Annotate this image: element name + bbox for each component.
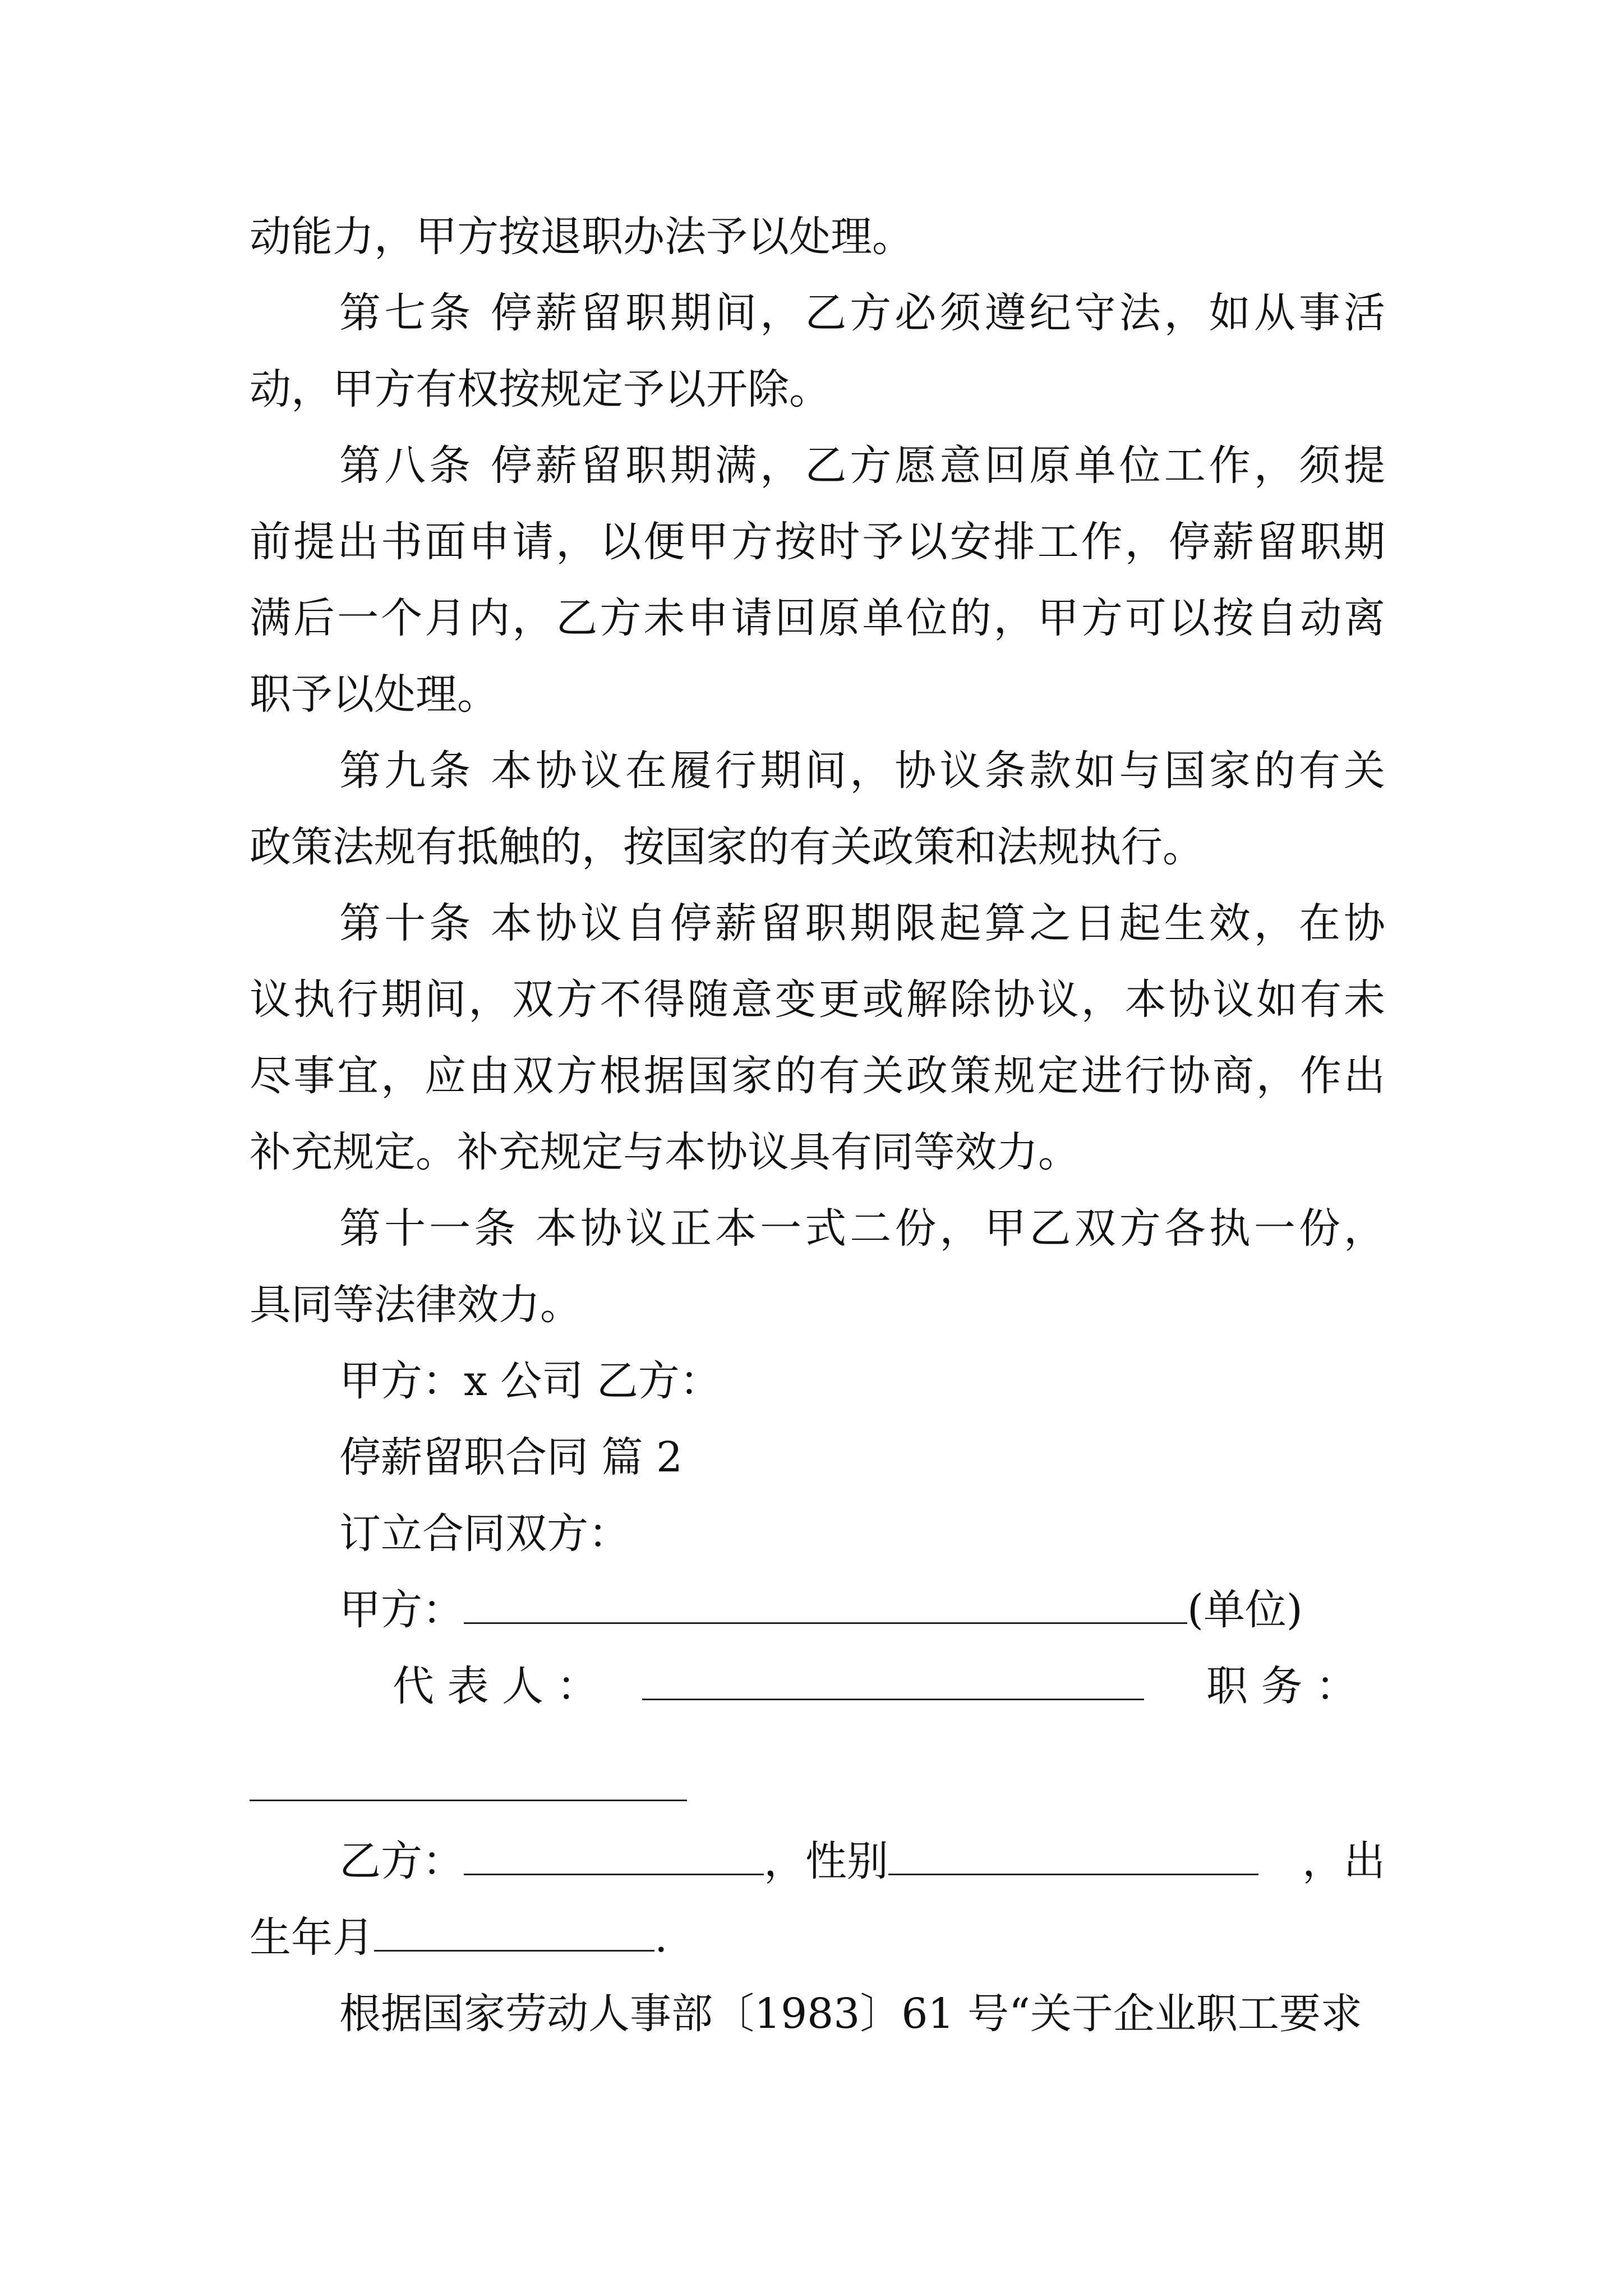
section-heading: 停薪留职合同 篇 2 [339,1433,683,1481]
birth-row [250,1910,1385,1966]
text-line: 补充规定。补充规定与本协议具有同等效力。 [250,1128,1080,1176]
position-blank[interactable] [250,1800,687,1801]
text-line: 动，甲方有权按规定予以开除。 [250,365,831,413]
party-b-label: 乙方： [339,1837,464,1885]
article-8-heading: 第八条 停薪留职期满，乙方愿意回原单位工作，须提 [339,441,1385,490]
party-b-blank[interactable] [464,1837,764,1875]
article-11-heading: 第十一条 本协议正本一式二份，甲乙双方各执一份， [339,1204,1385,1253]
article-10-heading: 第十条 本协议自停薪留职期限起算之日起生效，在协 [339,899,1385,947]
birth-end: . [654,1913,668,1962]
gender-label: ，性别 [764,1837,888,1885]
party-a-suffix: (单位) [1187,1586,1303,1634]
party-a-row [339,1582,1475,1638]
text-line: 议执行期间，双方不得随意变更或解除协议，本协议如有未 [250,976,1385,1024]
text-line: 前提出书面申请，以便甲方按时予以安排工作，停薪留职期 [250,518,1385,566]
party-a-blank[interactable] [464,1585,1187,1624]
position-label: 职 务 ： [1206,1662,1357,1710]
representative-blank[interactable] [642,1662,1144,1700]
text-line: 根据国家劳动人事部〔1983〕61 号“关于企业职工要求 [339,1990,1362,2038]
representative-row [393,1658,1357,1714]
party-b-row [339,1833,1385,1889]
article-9-heading: 第九条 本协议在履行期间，协议条款如与国家的有关 [339,747,1385,795]
gender-blank[interactable] [888,1837,1258,1875]
text-line: 具同等法律效力。 [250,1281,582,1329]
text-line: 职予以处理。 [250,670,499,719]
text-line: 满后一个月内，乙方未申请回原单位的，甲方可以按自动离 [250,594,1385,642]
text-line: 政策法规有抵触的，按国家的有关政策和法规执行。 [250,823,1204,871]
born-tail: ，出 [1302,1837,1385,1885]
birth-blank[interactable] [374,1913,654,1952]
birth-label: 生年月 [250,1913,374,1962]
text-line: 动能力，甲方按退职办法予以处理。 [250,213,914,261]
party-a-label: 甲方： [339,1586,464,1634]
signatory-line: 甲方：x 公司 乙方： [339,1357,721,1405]
article-7-heading: 第七条 停薪留职期间，乙方必须遵纪守法，如从事活 [339,289,1385,337]
representative-label: 代 表 人 ： [393,1662,598,1710]
text-line: 尽事宜，应由双方根据国家的有关政策规定进行协商，作出 [250,1052,1385,1100]
parties-heading: 订立合同双方： [339,1510,630,1558]
